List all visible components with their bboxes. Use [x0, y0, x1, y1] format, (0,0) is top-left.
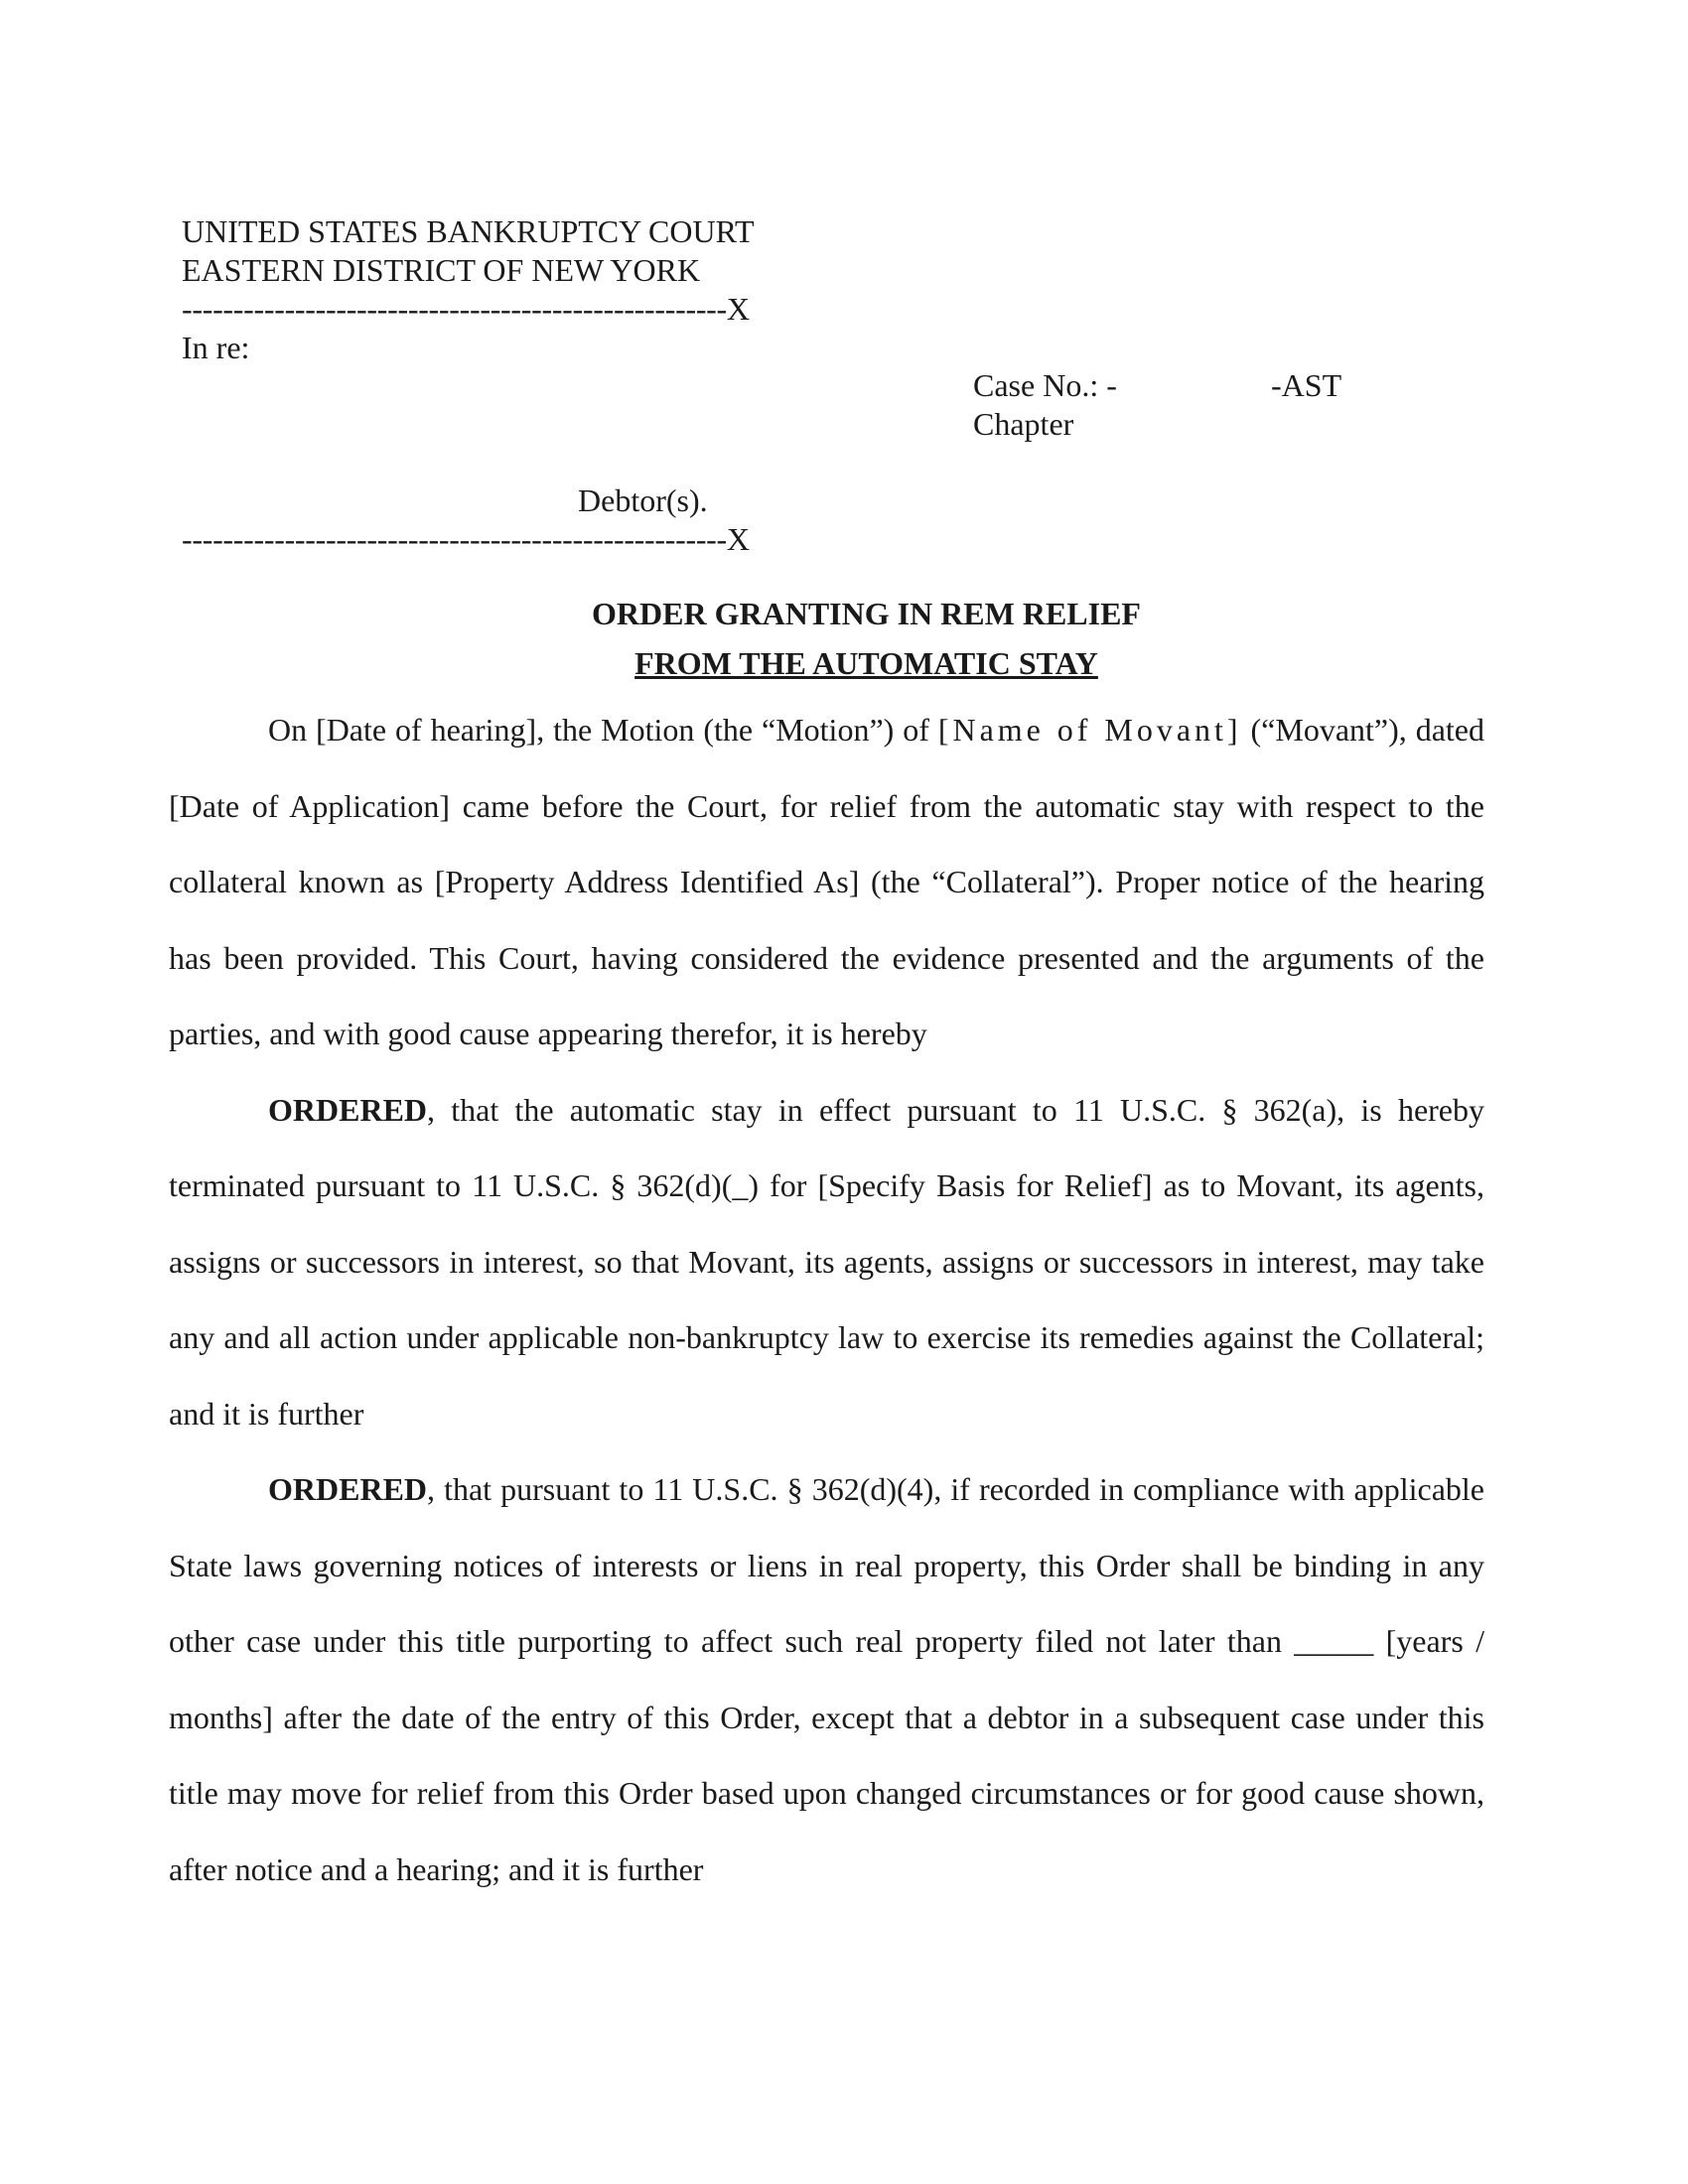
court-name-line1: UNITED STATES BANKRUPTCY COURT	[182, 213, 755, 249]
ordered-paragraph-1-text: , that the automatic stay in effect pursuant to 11 U.S.C. § 362(a), is hereby terminated pursuant to 11 U.S.C. § 362(d)(_) for [Specify Basis for Relief] as to Movant, its agents, assigns or successors in interest, so that Movant, its agents, assigns or successors in interest, may take any and all action under applicable non-bankruptcy law to exercise its remedies against the Collateral; and it is further	[169, 1091, 1484, 1432]
order-title-line2: FROM THE AUTOMATIC STAY	[634, 645, 1098, 681]
ordered-paragraph-1	[169, 1072, 1484, 1452]
chapter-label: Chapter	[973, 406, 1074, 442]
case-number-label: Case No.: -	[973, 367, 1117, 403]
recital-text-end: (“Movant”), dated [Date of Application] came before the Court, for relief from the automatic stay with respect to the collateral known as [Property Address Identified As] (the “Collateral”). Proper notice of the hearing has been provided. This Court, having considered the evidence presented and the arguments of the parties, and with good cause appearing therefor, it is hereby	[169, 712, 1485, 1051]
order-title-line1: ORDER GRANTING IN REM RELIEF	[592, 596, 1141, 631]
order-body	[169, 692, 1484, 1907]
ordered-keyword: ORDERED	[268, 1091, 428, 1128]
ordered-keyword: ORDERED	[268, 1471, 428, 1507]
debtor-label: Debtor(s).	[578, 482, 708, 518]
ordered-paragraph-2	[169, 1451, 1484, 1907]
caption-divider-top: -----------------------------------------------------X	[182, 291, 750, 327]
case-number-suffix: -AST	[1271, 367, 1342, 403]
court-name-line2: EASTERN DISTRICT OF NEW YORK	[182, 252, 701, 288]
movant-name-placeholder: [Name of Movant]	[937, 712, 1242, 748]
ordered-paragraph-2-text: , that pursuant to 11 U.S.C. § 362(d)(4), if recorded in compliance with applicable State laws governing notices of interests or liens in real property, this Order shall be binding in any other case under this title purporting to affect such real property filed not later than _____ [years / months] after the date of the entry of this Order, except that a debtor in a subsequent case under this title may move for relief from this Order based upon changed circumstances or for good cause shown, after notice and a hearing; and it is further	[169, 1471, 1484, 1887]
caption-divider-bottom: -----------------------------------------------------X	[182, 521, 750, 557]
recital-paragraph	[169, 692, 1484, 1072]
recital-text-start: On [Date of hearing], the Motion (the “Motion”) of	[268, 712, 938, 748]
in-re-label: In re:	[182, 330, 250, 365]
